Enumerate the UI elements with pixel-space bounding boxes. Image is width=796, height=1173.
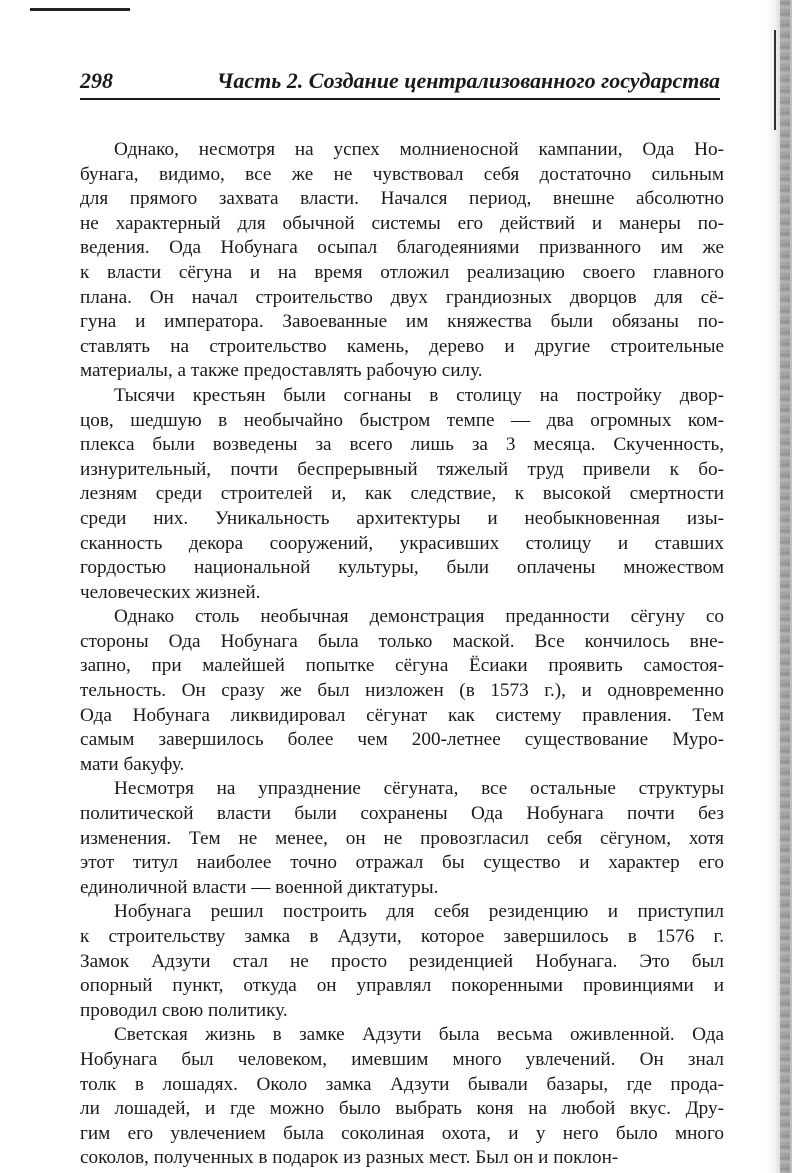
text-line: гим его увлечением была соколиная охота, и у него было много — [80, 1122, 724, 1144]
text-line: соколов, полученных в подарок из разных мест. Был он и поклон- — [80, 1147, 619, 1169]
text-line: изменения. Тем не менее, он не провозгласил себя сёгуном, хотя — [80, 827, 724, 849]
text-line: Однако столь необычная демонстрация преданности сёгуну со — [114, 606, 724, 628]
text-line: Несмотря на упразднение сёгуната, все остальные структуры — [114, 778, 724, 800]
text-line: изнурительный, почти беспрерывный тяжелый труд привели к бо- — [80, 458, 724, 480]
text-line: этот титул наиболее точно отражал бы существо и характер его — [80, 852, 724, 874]
text-line: единоличной власти — военной диктатуры. — [80, 876, 439, 898]
text-line: ставлять на строительство камень, дерево и другие строительные — [80, 335, 724, 357]
text-line: бунага, видимо, все же не чувствовал себя достаточно сильным — [80, 163, 724, 185]
text-line: мати бакуфу. — [80, 753, 185, 775]
text-line: среди них. Уникальность архитектуры и необыкновенная изы- — [80, 507, 724, 529]
text-line: Нобунага решил построить для себя резиденцию и приступил — [114, 901, 724, 923]
running-title: Часть 2. Создание централизованного государства — [216, 68, 720, 93]
text-line: к строительству замка в Адзути, которое завершилось в 1576 г. — [80, 926, 724, 947]
text-line: сканность декора сооружений, украсивших столицу и ставших — [80, 532, 724, 554]
scan-edge-shadow — [766, 0, 792, 1173]
paragraph — [80, 605, 724, 777]
text-line: плана. Он начал строительство двух грандиозных дворцов для сё- — [80, 286, 724, 308]
top-rule — [30, 8, 130, 11]
paragraph — [80, 1023, 724, 1171]
text-line: Замок Адзути стал не просто резиденцией Нобунага. Это был — [80, 950, 724, 972]
text-line: Нобунага был человеком, имевшим много увлечений. Он знал — [80, 1048, 724, 1070]
text-line: материалы, а также предоставлять рабочую силу. — [80, 360, 483, 382]
page-number: 298 — [80, 68, 113, 93]
text-line: Ода Нобунага ликвидировал сёгунат как систему правления. Тем — [80, 704, 724, 726]
text-line: гордостью национальной культуры, были оплачены множеством — [80, 557, 724, 579]
text-body — [80, 138, 724, 1171]
text-line: самым завершилось более чем 200-летнее существование Муро- — [80, 729, 724, 751]
paragraph — [80, 777, 724, 900]
text-line: толк в лошадях. Около замка Адзути бывали базары, где прода- — [80, 1073, 724, 1095]
text-line: к власти сёгуна и на время отложил реализацию своего главного — [80, 261, 724, 283]
text-line: лезням среди строителей и, как следствие, к высокой смертности — [80, 483, 724, 505]
text-line: гуна и императора. Завоеванные им княжества были обязаны по- — [80, 311, 724, 333]
text-line: запно, при малейшей попытке сёгуна Ёсиаки проявить самостоя- — [80, 655, 724, 677]
text-line: не характерный для обычной системы его действий и манеры по- — [80, 212, 724, 234]
paragraph — [80, 138, 724, 384]
paragraph — [80, 900, 724, 1023]
text-line: плекса были возведены за всего лишь за 3 месяца. Скученность, — [80, 434, 724, 456]
text-line: опорный пункт, откуда он управлял покоренными провинциями и — [80, 975, 724, 997]
text-line: стороны Ода Нобунага была только маской. Все кончилось вне- — [80, 630, 724, 652]
text-line: проводил свою политику. — [80, 999, 288, 1021]
text-line: человеческих жизней. — [80, 581, 261, 603]
text-line: для прямого захвата власти. Начался период, внешне абсолютно — [80, 188, 724, 210]
page-header — [80, 66, 720, 100]
text-line: ведения. Ода Нобунага осыпал благодеяниями призванного им же — [80, 237, 724, 259]
text-line: Светская жизнь в замке Адзути была весьма оживленной. Ода — [114, 1024, 724, 1046]
text-line: тельность. Он сразу же был низложен (в 1573 г.), и одновременно — [80, 680, 724, 702]
text-line: ли лошадей, и где можно было выбрать коня на любой вкус. Дру- — [80, 1098, 724, 1120]
text-line: Тысячи крестьян были согнаны в столицу на постройку двор- — [114, 384, 724, 406]
text-line: цов, шедшую в необычайно быстром темпе — два огромных ком- — [80, 409, 724, 431]
text-line: Однако, несмотря на успех молниеносной кампании, Ода Но- — [114, 139, 724, 160]
paragraph — [80, 384, 724, 605]
text-line: политической власти были сохранены Ода Нобунага почти без — [80, 803, 724, 825]
